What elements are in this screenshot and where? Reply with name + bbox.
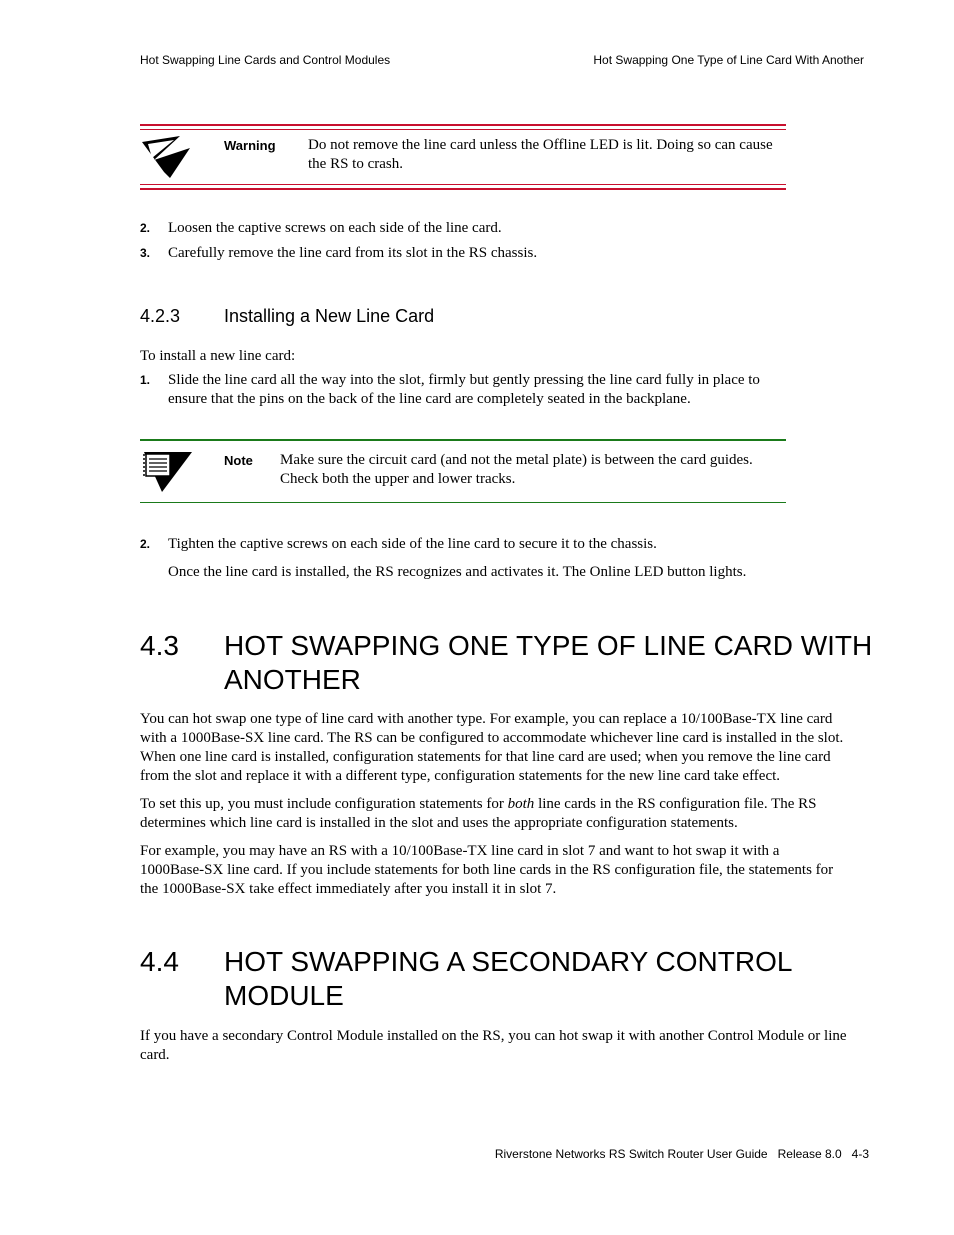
paragraph-line: the 1000Base-SX take effect immediately after you install it in slot 7. <box>140 881 557 897</box>
warning-text <box>308 136 788 174</box>
step-followup-text: Once the line card is installed, the RS recognizes and activates it. The Online LED button lights. <box>168 564 747 580</box>
note-pad-icon <box>140 448 196 496</box>
paragraph-line: For example, you may have an RS with a 10/100Base-TX line card in slot 7 and want to hot swap it with a <box>140 843 780 859</box>
paragraph-line: card. <box>140 1047 170 1063</box>
running-header-left: Hot Swapping Line Cards and Control Modules <box>140 53 391 67</box>
emphasis-text: both <box>507 796 535 812</box>
step-text <box>168 371 808 409</box>
text-run: line cards in the RS configuration file. The RS <box>534 796 817 812</box>
section-number: 4.2.3 <box>140 306 181 326</box>
warning-text-line-1: Do not remove the line card unless the Offline LED is lit. Doing so can cause <box>308 137 773 153</box>
note-text-line-1: Make sure the circuit card (and not the metal plate) is between the card guides. <box>280 452 753 468</box>
warning-bottom-rule-2 <box>140 188 786 190</box>
note-text <box>280 451 786 489</box>
step-number: 3. <box>140 246 151 260</box>
step-text-line-1: Slide the line card all the way into the slot, firmly but gently pressing the line card fully in place to <box>168 372 760 388</box>
text-run: To set this up, you must include configuration statements for <box>140 796 508 812</box>
paragraph-line: from the slot and replace it with a different type, configuration statements for the new line card take effect. <box>140 768 781 784</box>
section-title-line-2: MODULE <box>224 980 344 1011</box>
paragraph-line: When one line card is installed, configuration statements for that line card are used; when you remove the line card <box>140 749 831 765</box>
running-header-right: Hot Swapping One Type of Line Card With Another <box>593 53 864 67</box>
paragraph-line: with a 1000Base-SX line card. The RS can be configured to accommodate whichever line card is installed in the slot. <box>140 730 844 746</box>
warning-top-rule-1 <box>140 124 786 126</box>
warning-bottom-rule-1 <box>140 184 786 185</box>
section-number: 4.4 <box>140 946 179 977</box>
step-number: 2. <box>140 221 151 235</box>
warning-lightning-icon <box>140 132 196 182</box>
warning-top-rule-2 <box>140 129 786 130</box>
note-label: Note <box>224 453 253 468</box>
step-number: 2. <box>140 537 151 551</box>
section-title-line-1: HOT SWAPPING A SECONDARY CONTROL <box>224 946 793 977</box>
step-text-line-2: ensure that the pins on the back of the line card are completely seated in the backplane. <box>168 391 691 407</box>
paragraph-line: 1000Base-SX line card. If you include statements for both line cards in the RS configuration file, the statements for <box>140 862 834 878</box>
warning-text-line-2: the RS to crash. <box>308 156 403 172</box>
section-title-line-2: ANOTHER <box>224 664 361 695</box>
paragraph <box>140 842 880 899</box>
section-title <box>224 629 884 697</box>
warning-label: Warning <box>224 138 276 153</box>
section-title <box>224 945 884 1013</box>
paragraph <box>140 795 880 833</box>
paragraph-line: If you have a secondary Control Module installed on the RS, you can hot swap it with another Control Module or line <box>140 1028 847 1044</box>
paragraph-line: determines which line card is installed in the slot and uses the appropriate configuration statements. <box>140 815 738 831</box>
section-number: 4.3 <box>140 630 179 661</box>
intro-text: To install a new line card: <box>140 348 296 364</box>
paragraph <box>140 710 880 786</box>
step-text: Tighten the captive screws on each side of the line card to secure it to the chassis. <box>168 536 657 552</box>
note-bottom-rule <box>140 502 786 503</box>
note-top-rule <box>140 439 786 441</box>
note-text-line-2: Check both the upper and lower tracks. <box>280 471 516 487</box>
step-text: Loosen the captive screws on each side of the line card. <box>168 220 502 236</box>
section-title-line-1: HOT SWAPPING ONE TYPE OF LINE CARD WITH <box>224 630 873 661</box>
paragraph <box>140 1027 880 1065</box>
step-number: 1. <box>140 373 151 387</box>
step-text: Carefully remove the line card from its slot in the RS chassis. <box>168 245 538 261</box>
page-footer: Riverstone Networks RS Switch Router User Guide Release 8.0 4-3 <box>494 1147 869 1161</box>
paragraph-line: You can hot swap one type of line card with another type. For example, you can replace a 10/100Base-TX line card <box>140 711 833 727</box>
paragraph-line <box>140 795 880 814</box>
section-title: Installing a New Line Card <box>224 306 435 326</box>
